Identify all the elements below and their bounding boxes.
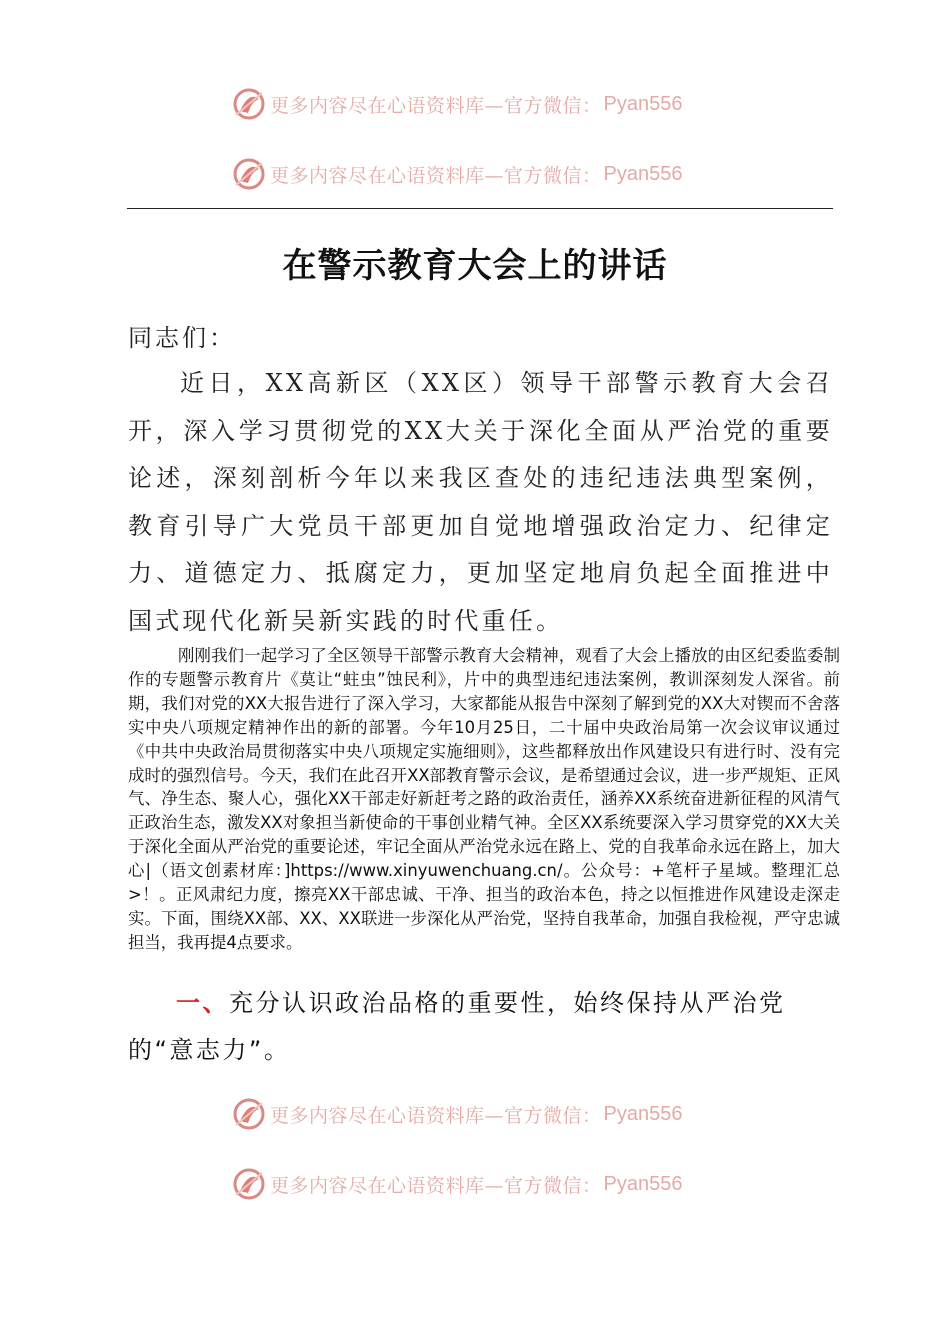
salutation: 同志们： xyxy=(128,324,236,352)
watermark-bottom-2 xyxy=(232,1164,682,1204)
brand-logo-icon xyxy=(232,1097,266,1131)
watermark-text: 更多内容尽在心语资料库—官方微信： xyxy=(270,1104,602,1127)
section-heading-1 xyxy=(128,980,838,1074)
section-heading-number: 一、 xyxy=(176,989,229,1017)
watermark-wechat-id: Pyan556 xyxy=(603,162,683,185)
brand-logo-icon xyxy=(232,157,266,191)
header-divider xyxy=(127,208,833,209)
watermark-top-1 xyxy=(232,84,682,124)
watermark-top-2 xyxy=(232,154,682,194)
brand-logo-icon xyxy=(232,87,266,121)
paragraph-intro: 近日，XX高新区（XX区）领导干部警示教育大会召开，深入学习贯彻党的XX大关于深化全面从严治党的重要论述，深刻剖析今年以来我区查处的违纪违法典型案例，教育引导广大党员干部更加自觉地增强政治定力、纪律定力、道德定力、抵腐定力，更加坚定地肩负起全面推进中国式现代化新吴新实践的时代重任。 xyxy=(128,369,833,635)
watermark-wechat-id: Pyan556 xyxy=(603,92,683,115)
watermark-wechat-id: Pyan556 xyxy=(603,1172,683,1195)
watermark-text: 更多内容尽在心语资料库—官方微信： xyxy=(270,94,602,117)
watermark-wechat-id: Pyan556 xyxy=(603,1102,683,1125)
watermark-text: 更多内容尽在心语资料库—官方微信： xyxy=(270,1174,602,1197)
watermark-text: 更多内容尽在心语资料库—官方微信： xyxy=(270,164,602,187)
section-heading-text: 充分认识政治品格的重要性，始终保持从严治党的“意志力”。 xyxy=(128,989,786,1064)
brand-logo-icon xyxy=(232,1167,266,1201)
watermark-bottom-1 xyxy=(232,1094,682,1134)
document-title: 在警示教育大会上的讲话 xyxy=(282,246,668,286)
paragraph-body: 刚刚我们一起学习了全区领导干部警示教育大会精神，观看了大会上播放的由区纪委监委制作的专题警示教育片《莫让“蛀虫”蚀民利》，片中的典型违纪违法案例，教训深刻发人深省。前期，我们对党的XX大报告进行了深入学习，大家都能从报告中深刻了解到党的XX大对锲而不舍落实中央八项规定精神作出的新的部署。今年10月25日，二十届中央政治局第一次会议审议通过《中共中央政治局贯彻落实中央八项规定实施细则》，这些都释放出作风建设只有进行时、没有完成时的强烈信号。今天，我们在此召开XX部教育警示会议，是希望通过会议，进一步严规矩、正风气、净生态、聚人心，强化XX干部走好新赶考之路的政治责任，涵养XX系统奋进新征程的风清气正政治生态，激发XX对象担当新使命的干事创业精气神。全区XX系统要深入学习贯穿党的XX大关于深化全面从严治党的重要论述，牢记全面从严治党永远在路上、党的自我革命永远在路上，加大心|（语文创素材库：]https://www.xinyuwenchuang.cn/。公众号：+笔杆子星域。整理汇总>！。正风肃纪力度，擦亮XX干部忠诚、干净、担当的政治本色，持之以恒推进作风建设走深走实。下面，围绕XX部、XX、XX联进一步深化从严治党，坚持自我革命，加强自我检视，严守忠诚担当，我再提4点要求。 xyxy=(128,646,840,952)
